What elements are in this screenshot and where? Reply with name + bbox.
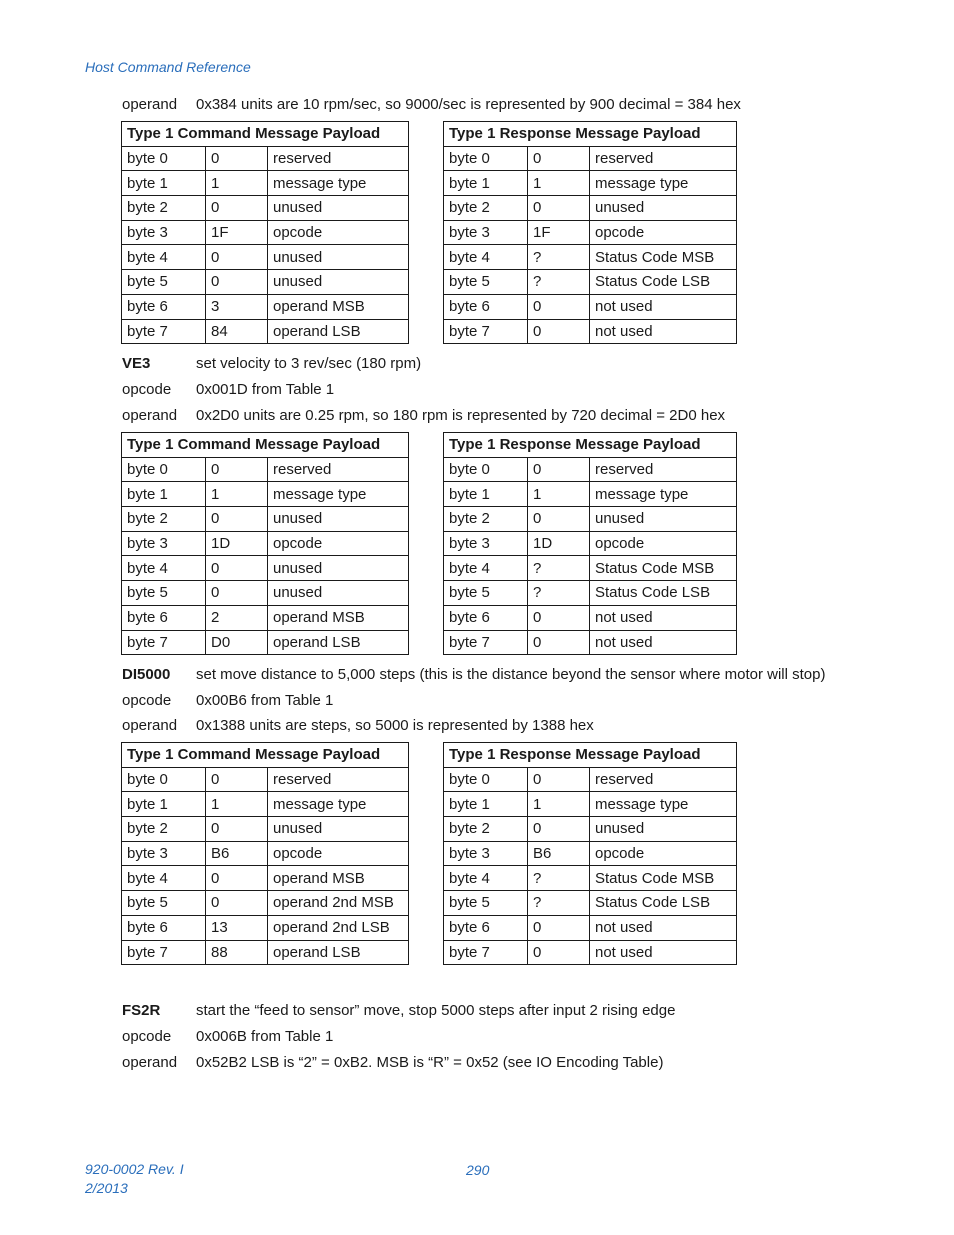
table-row: [122, 245, 409, 270]
byte-value-cell: 0: [206, 270, 268, 295]
table-row: [122, 630, 409, 655]
byte-value-cell: 1: [206, 171, 268, 196]
byte-meaning-cell: opcode: [590, 531, 737, 556]
byte-value-cell: 0: [206, 507, 268, 532]
byte-meaning-cell: not used: [590, 605, 737, 630]
byte-value-cell: ?: [528, 556, 590, 581]
byte-meaning-cell: opcode: [268, 841, 409, 866]
byte-value-cell: 0: [206, 196, 268, 221]
line-text: 0x384 units are 10 rpm/sec, so 9000/sec is represented by 900 decimal = 384 hex: [196, 96, 741, 113]
table-row: [122, 581, 409, 606]
byte-index-cell: byte 1: [122, 482, 206, 507]
byte-index-cell: byte 4: [444, 866, 528, 891]
byte-meaning-cell: Status Code MSB: [590, 245, 737, 270]
response-payload-table: [443, 742, 737, 965]
byte-value-cell: 0: [206, 767, 268, 792]
table-row: [444, 270, 737, 295]
byte-value-cell: 1: [528, 171, 590, 196]
byte-index-cell: byte 0: [122, 457, 206, 482]
operand-line: [122, 716, 594, 736]
byte-index-cell: byte 1: [122, 171, 206, 196]
line-text: set move distance to 5,000 steps (this is the distance beyond the sensor where motor will stop): [196, 666, 826, 683]
line-text: start the “feed to sensor” move, stop 5000 steps after input 2 rising edge: [196, 1002, 676, 1019]
table-row: [444, 196, 737, 221]
byte-index-cell: byte 6: [122, 915, 206, 940]
byte-value-cell: 0: [528, 605, 590, 630]
byte-index-cell: byte 2: [122, 817, 206, 842]
byte-meaning-cell: unused: [268, 817, 409, 842]
byte-meaning-cell: message type: [590, 792, 737, 817]
byte-meaning-cell: operand LSB: [268, 630, 409, 655]
byte-value-cell: ?: [528, 245, 590, 270]
table-header-row: [444, 433, 737, 458]
byte-meaning-cell: operand MSB: [268, 866, 409, 891]
response-payload-table: [443, 432, 737, 655]
byte-value-cell: 0: [528, 767, 590, 792]
table-row: [122, 319, 409, 344]
byte-value-cell: 1D: [528, 531, 590, 556]
table-row: [444, 457, 737, 482]
byte-meaning-cell: message type: [268, 792, 409, 817]
table-row: [122, 507, 409, 532]
byte-index-cell: byte 1: [444, 482, 528, 507]
byte-index-cell: byte 7: [444, 940, 528, 965]
table-row: [122, 171, 409, 196]
byte-index-cell: byte 5: [444, 891, 528, 916]
byte-meaning-cell: unused: [590, 196, 737, 221]
table-row: [122, 767, 409, 792]
byte-value-cell: 0: [528, 630, 590, 655]
byte-value-cell: 0: [528, 319, 590, 344]
table-row: [444, 767, 737, 792]
byte-index-cell: byte 5: [444, 270, 528, 295]
byte-value-cell: 88: [206, 940, 268, 965]
byte-index-cell: byte 3: [122, 220, 206, 245]
byte-value-cell: ?: [528, 581, 590, 606]
table-row: [122, 792, 409, 817]
table-header-row: [122, 433, 409, 458]
byte-value-cell: 2: [206, 605, 268, 630]
byte-index-cell: byte 4: [122, 866, 206, 891]
byte-value-cell: ?: [528, 270, 590, 295]
table-row: [122, 482, 409, 507]
table-row: [444, 891, 737, 916]
table-row: [122, 891, 409, 916]
table-row: [444, 940, 737, 965]
line-label: operand: [122, 96, 178, 113]
line-text: set velocity to 3 rev/sec (180 rpm): [196, 355, 422, 372]
byte-index-cell: byte 1: [444, 171, 528, 196]
byte-index-cell: byte 2: [444, 507, 528, 532]
byte-meaning-cell: Status Code LSB: [590, 891, 737, 916]
byte-value-cell: 0: [528, 940, 590, 965]
byte-meaning-cell: reserved: [268, 146, 409, 171]
byte-meaning-cell: not used: [590, 294, 737, 319]
byte-value-cell: 0: [206, 245, 268, 270]
byte-value-cell: 1D: [206, 531, 268, 556]
table-row: [122, 146, 409, 171]
byte-index-cell: byte 4: [122, 556, 206, 581]
byte-value-cell: 0: [528, 196, 590, 221]
byte-value-cell: 0: [206, 556, 268, 581]
operand-line: [122, 95, 741, 115]
byte-index-cell: byte 6: [122, 294, 206, 319]
byte-index-cell: byte 0: [444, 146, 528, 171]
command-name: VE3: [122, 355, 151, 372]
table-header-row: [444, 122, 737, 147]
byte-meaning-cell: unused: [268, 196, 409, 221]
byte-meaning-cell: message type: [268, 482, 409, 507]
byte-index-cell: byte 7: [444, 630, 528, 655]
line-label: operand: [122, 1054, 178, 1071]
table-title: Type 1 Response Message Payload: [444, 122, 737, 147]
table-row: [444, 841, 737, 866]
byte-meaning-cell: operand 2nd MSB: [268, 891, 409, 916]
byte-index-cell: byte 3: [122, 531, 206, 556]
byte-meaning-cell: operand MSB: [268, 294, 409, 319]
byte-index-cell: byte 7: [122, 630, 206, 655]
line-text: 0x006B from Table 1: [196, 1028, 334, 1045]
byte-meaning-cell: not used: [590, 630, 737, 655]
byte-value-cell: ?: [528, 866, 590, 891]
byte-meaning-cell: opcode: [590, 220, 737, 245]
table-row: [444, 507, 737, 532]
byte-value-cell: 0: [528, 457, 590, 482]
table-header-row: [122, 122, 409, 147]
table-row: [122, 531, 409, 556]
table-row: [444, 171, 737, 196]
byte-value-cell: B6: [528, 841, 590, 866]
byte-meaning-cell: message type: [590, 171, 737, 196]
table-row: [444, 581, 737, 606]
table-row: [122, 220, 409, 245]
byte-value-cell: 1F: [528, 220, 590, 245]
byte-value-cell: 0: [206, 817, 268, 842]
byte-value-cell: D0: [206, 630, 268, 655]
table-row: [122, 294, 409, 319]
command-line: [122, 665, 826, 685]
byte-index-cell: byte 3: [444, 531, 528, 556]
byte-meaning-cell: not used: [590, 319, 737, 344]
byte-meaning-cell: unused: [268, 581, 409, 606]
byte-meaning-cell: opcode: [590, 841, 737, 866]
table-row: [122, 866, 409, 891]
byte-meaning-cell: operand 2nd LSB: [268, 915, 409, 940]
table-row: [444, 146, 737, 171]
byte-value-cell: 0: [528, 817, 590, 842]
operand-line: [122, 1053, 663, 1073]
byte-meaning-cell: operand MSB: [268, 605, 409, 630]
byte-meaning-cell: reserved: [590, 457, 737, 482]
line-label: operand: [122, 717, 178, 734]
table-row: [122, 556, 409, 581]
table-row: [444, 294, 737, 319]
byte-meaning-cell: not used: [590, 940, 737, 965]
byte-value-cell: 1: [528, 792, 590, 817]
byte-index-cell: byte 2: [122, 196, 206, 221]
byte-index-cell: byte 2: [444, 817, 528, 842]
byte-index-cell: byte 5: [122, 270, 206, 295]
byte-index-cell: byte 4: [444, 245, 528, 270]
command-payload-table: [121, 121, 409, 344]
byte-meaning-cell: unused: [590, 817, 737, 842]
byte-index-cell: byte 4: [444, 556, 528, 581]
byte-index-cell: byte 1: [444, 792, 528, 817]
table-title: Type 1 Response Message Payload: [444, 743, 737, 768]
byte-index-cell: byte 7: [122, 940, 206, 965]
byte-meaning-cell: unused: [268, 556, 409, 581]
byte-meaning-cell: reserved: [590, 767, 737, 792]
opcode-line: [122, 691, 333, 711]
table-row: [122, 817, 409, 842]
table-title: Type 1 Command Message Payload: [122, 122, 409, 147]
byte-meaning-cell: reserved: [268, 767, 409, 792]
line-text: 0x1388 units are steps, so 5000 is represented by 1388 hex: [196, 717, 594, 734]
table-header-row: [122, 743, 409, 768]
byte-meaning-cell: Status Code MSB: [590, 866, 737, 891]
byte-value-cell: 1F: [206, 220, 268, 245]
byte-value-cell: 0: [528, 294, 590, 319]
line-label: operand: [122, 407, 178, 424]
command-line: [122, 1001, 675, 1021]
byte-meaning-cell: Status Code LSB: [590, 270, 737, 295]
byte-value-cell: 1: [528, 482, 590, 507]
byte-meaning-cell: operand LSB: [268, 940, 409, 965]
byte-index-cell: byte 0: [444, 767, 528, 792]
doc-date: 2/2013: [85, 1180, 128, 1196]
table-row: [122, 841, 409, 866]
table-row: [444, 605, 737, 630]
table-row: [444, 220, 737, 245]
byte-meaning-cell: not used: [590, 915, 737, 940]
byte-value-cell: 0: [206, 146, 268, 171]
table-title: Type 1 Response Message Payload: [444, 433, 737, 458]
byte-value-cell: B6: [206, 841, 268, 866]
line-text: 0x52B2 LSB is “2” = 0xB2. MSB is “R” = 0x52 (see IO Encoding Table): [196, 1054, 664, 1071]
byte-meaning-cell: reserved: [590, 146, 737, 171]
footer-doc-info: [85, 1160, 184, 1198]
byte-index-cell: byte 0: [444, 457, 528, 482]
byte-meaning-cell: operand LSB: [268, 319, 409, 344]
byte-index-cell: byte 6: [444, 605, 528, 630]
page-number: 290: [466, 1162, 490, 1178]
table-row: [122, 605, 409, 630]
table-row: [122, 940, 409, 965]
byte-index-cell: byte 2: [122, 507, 206, 532]
operand-line: [122, 406, 725, 426]
table-row: [444, 630, 737, 655]
byte-meaning-cell: opcode: [268, 531, 409, 556]
byte-index-cell: byte 4: [122, 245, 206, 270]
byte-meaning-cell: opcode: [268, 220, 409, 245]
line-label: opcode: [122, 692, 172, 709]
opcode-line: [122, 380, 334, 400]
table-row: [122, 196, 409, 221]
line-text: 0x001D from Table 1: [196, 381, 335, 398]
table-row: [444, 319, 737, 344]
line-text: 0x00B6 from Table 1: [196, 692, 334, 709]
byte-index-cell: byte 3: [122, 841, 206, 866]
doc-number: 920-0002 Rev. I: [85, 1161, 184, 1177]
table-row: [444, 482, 737, 507]
byte-meaning-cell: unused: [268, 270, 409, 295]
byte-index-cell: byte 3: [444, 220, 528, 245]
byte-meaning-cell: unused: [268, 507, 409, 532]
table-title: Type 1 Command Message Payload: [122, 433, 409, 458]
byte-index-cell: byte 7: [444, 319, 528, 344]
byte-value-cell: 1: [206, 792, 268, 817]
byte-value-cell: 13: [206, 915, 268, 940]
table-row: [122, 457, 409, 482]
byte-index-cell: byte 5: [122, 891, 206, 916]
byte-index-cell: byte 6: [444, 915, 528, 940]
table-title: Type 1 Command Message Payload: [122, 743, 409, 768]
byte-value-cell: 84: [206, 319, 268, 344]
table-row: [444, 817, 737, 842]
byte-index-cell: byte 5: [444, 581, 528, 606]
byte-value-cell: 0: [206, 891, 268, 916]
opcode-line: [122, 1027, 333, 1047]
byte-meaning-cell: message type: [590, 482, 737, 507]
command-name: FS2R: [122, 1002, 161, 1019]
table-row: [444, 866, 737, 891]
table-header-row: [444, 743, 737, 768]
line-label: opcode: [122, 381, 172, 398]
command-name: DI5000: [122, 666, 171, 683]
byte-index-cell: byte 3: [444, 841, 528, 866]
byte-meaning-cell: unused: [590, 507, 737, 532]
byte-value-cell: 0: [528, 146, 590, 171]
byte-index-cell: byte 5: [122, 581, 206, 606]
byte-meaning-cell: Status Code MSB: [590, 556, 737, 581]
byte-meaning-cell: reserved: [268, 457, 409, 482]
byte-value-cell: 0: [206, 866, 268, 891]
byte-value-cell: 0: [528, 915, 590, 940]
table-row: [122, 915, 409, 940]
byte-index-cell: byte 0: [122, 767, 206, 792]
line-label: opcode: [122, 1028, 172, 1045]
table-row: [444, 556, 737, 581]
byte-value-cell: ?: [528, 891, 590, 916]
byte-index-cell: byte 6: [444, 294, 528, 319]
byte-index-cell: byte 6: [122, 605, 206, 630]
byte-meaning-cell: Status Code LSB: [590, 581, 737, 606]
running-header: Host Command Reference: [85, 59, 251, 75]
byte-meaning-cell: message type: [268, 171, 409, 196]
byte-value-cell: 1: [206, 482, 268, 507]
byte-value-cell: 0: [206, 581, 268, 606]
command-payload-table: [121, 432, 409, 655]
byte-index-cell: byte 1: [122, 792, 206, 817]
byte-index-cell: byte 7: [122, 319, 206, 344]
byte-index-cell: byte 2: [444, 196, 528, 221]
byte-value-cell: 0: [206, 457, 268, 482]
byte-value-cell: 0: [528, 507, 590, 532]
line-text: 0x2D0 units are 0.25 rpm, so 180 rpm is represented by 720 decimal = 2D0 hex: [196, 407, 726, 424]
byte-meaning-cell: unused: [268, 245, 409, 270]
table-row: [444, 245, 737, 270]
table-row: [122, 270, 409, 295]
byte-value-cell: 3: [206, 294, 268, 319]
command-payload-table: [121, 742, 409, 965]
table-row: [444, 792, 737, 817]
command-line: [122, 354, 421, 374]
table-row: [444, 531, 737, 556]
response-payload-table: [443, 121, 737, 344]
table-row: [444, 915, 737, 940]
byte-index-cell: byte 0: [122, 146, 206, 171]
